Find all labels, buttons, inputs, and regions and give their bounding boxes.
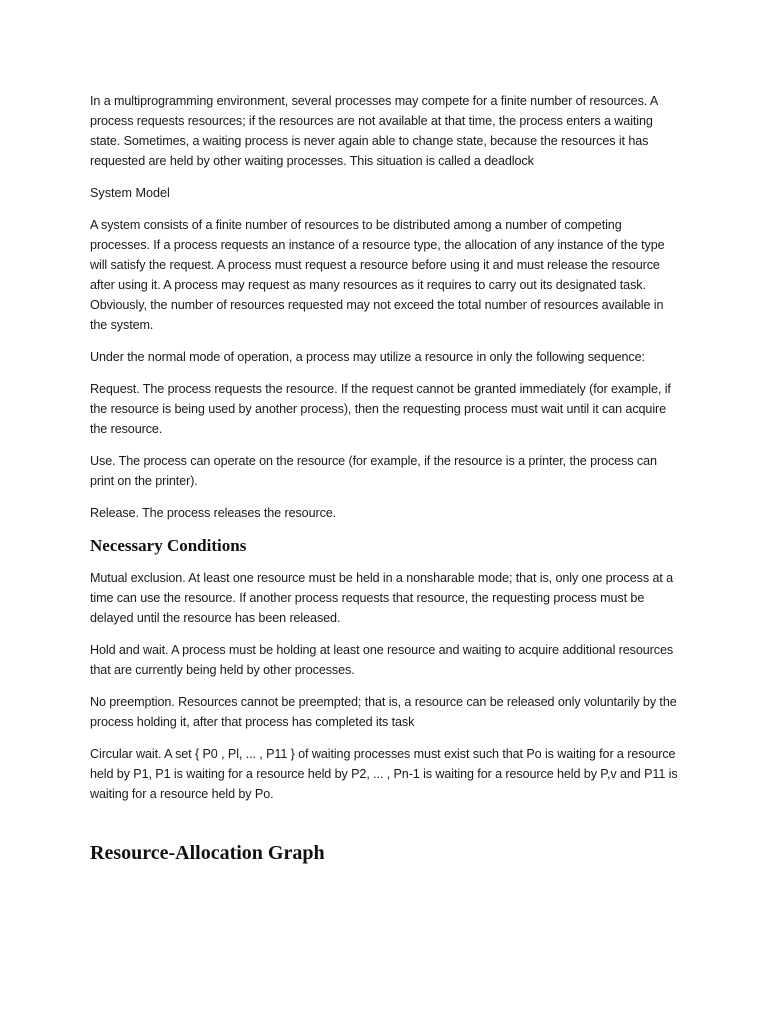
necessary-conditions-heading: Necessary Conditions	[90, 536, 247, 555]
hold-and-wait-paragraph: Hold and wait. A process must be holding at least one resource and waiting to acquire additional resources that are currently being held by other processes.	[90, 643, 674, 677]
system-model-label: System Model	[90, 186, 170, 200]
no-preemption-paragraph: No preemption. Resources cannot be preempted; that is, a resource can be released only voluntarily by the process holding it, after that process has completed its task	[90, 695, 677, 729]
system-model-paragraph: A system consists of a finite number of resources to be distributed among a number of competing processes. If a process requests an instance of a resource type, the allocation of any instance of the type will satisfy the request. A process must request a resource before using it and must release the resource after using it. A process may request as many resources as it requires to carry out its designated task. Obviously, the number of resources requested may not exceed the total number of resources available in the system.	[90, 218, 665, 332]
request-step-paragraph: Request. The process requests the resource. If the request cannot be granted immediately (for example, if the resource is being used by another process), then the requesting process must wait until it can acquire the resource.	[90, 382, 671, 436]
resource-allocation-graph-heading: Resource-Allocation Graph	[90, 842, 325, 864]
use-step-paragraph: Use. The process can operate on the resource (for example, if the resource is a printer, the process can print on the printer).	[90, 454, 657, 488]
intro-paragraph: In a multiprogramming environment, several processes may compete for a finite number of resources. A process requests resources; if the resources are not available at that time, the process enters a waiting state. Sometimes, a waiting process is never again able to change state, because the resources it has requested are held by other waiting processes. This situation is called a deadlock	[90, 94, 658, 168]
release-step-paragraph: Release. The process releases the resource.	[90, 506, 337, 520]
mutual-exclusion-paragraph: Mutual exclusion. At least one resource must be held in a nonsharable mode; that is, only one process at a time can use the resource. If another process requests that resource, the requesting process must be delayed until the resource has been released.	[90, 571, 674, 625]
circular-wait-paragraph: Circular wait. A set { P0 , Pl, ... , P11 } of waiting processes must exist such that Po is waiting for a resource held by P1, P1 is waiting for a resource held by P2, ... , Pn-1 is waiting for a resource held by P,v and P11 is waiting for a resource held by Po.	[90, 747, 678, 801]
sequence-intro-paragraph: Under the normal mode of operation, a process may utilize a resource in only the following sequence:	[90, 350, 645, 364]
document-body	[90, 91, 682, 866]
